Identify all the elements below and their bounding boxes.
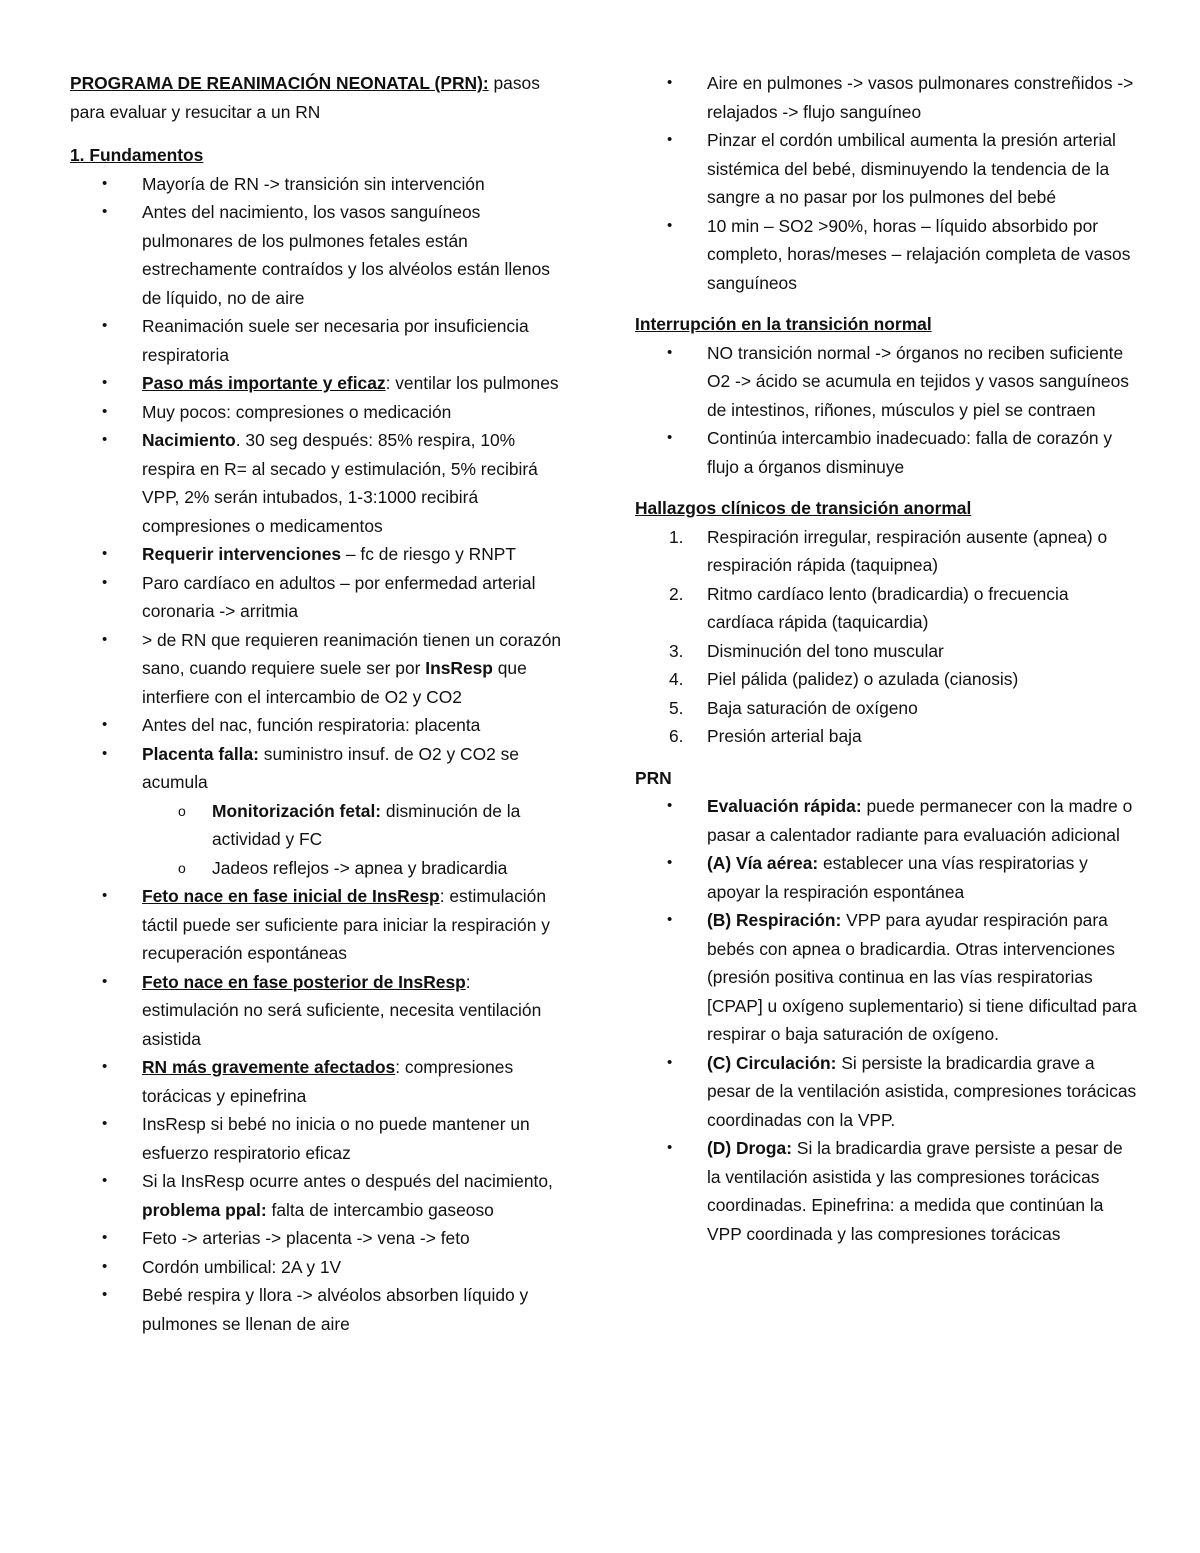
bullet-icon: • [102, 431, 108, 448]
list-item: • > de RN que requieren reanimación tienen un corazón sano, cuando requiere suele ser por InsResp que interfiere con el intercambio de O2 y CO2 [70, 626, 570, 712]
bullet-icon: • [102, 1172, 108, 1189]
list-item: • Reanimación suele ser necesaria por insuficiencia respiratoria [70, 312, 570, 369]
bullet-icon: • [667, 429, 673, 446]
sub-list [142, 797, 570, 883]
bullet-icon: • [102, 744, 108, 762]
bullet-icon: • [102, 1058, 108, 1075]
bullet-icon: • [102, 1115, 108, 1132]
list-item: • Evaluación rápida: puede permanecer con la madre o pasar a calentador radiante para evaluación adicional [635, 792, 1140, 849]
bullet-icon: • [667, 74, 673, 91]
list-item: • Muy pocos: compresiones o medicación [70, 398, 570, 427]
bullet-icon: • [102, 1286, 108, 1303]
bullet-icon: • [102, 317, 108, 334]
left-column [70, 69, 570, 1338]
list-item: • 10 min – SO2 >90%, horas – líquido absorbido por completo, horas/meses – relajación completa de vasos sanguíneos [635, 212, 1140, 298]
bullet-icon: • [667, 797, 673, 814]
numbered-item: 6. Presión arterial baja [669, 726, 862, 746]
bullet-icon: • [102, 545, 108, 562]
list-item: • Antes del nacimiento, los vasos sanguíneos pulmonares de los pulmones fetales están estrechamente contraídos y los alvéolos están llenos de líquido, no de aire [70, 198, 570, 312]
bullet-icon: • [102, 573, 108, 591]
bullet-icon: • [102, 374, 108, 391]
prn-list [635, 792, 1140, 1248]
list-item: • Pinzar el cordón umbilical aumenta la presión arterial sistémica del bebé, disminuyendo la tendencia de la sangre a no pasar por los pulmones del bebé [635, 126, 1140, 212]
bullet-icon: • [102, 887, 108, 904]
bullet-icon: • [102, 630, 108, 648]
bullet-icon: • [667, 1139, 673, 1156]
list-item: • Antes del nac, función respiratoria: placenta [70, 711, 570, 740]
list-item: • Aire en pulmones -> vasos pulmonares constreñidos -> relajados -> flujo sanguíneo [635, 69, 1140, 126]
numbered-item: 4. Piel pálida (palidez) o azulada (cianosis) [669, 669, 1019, 689]
bullet-icon: • [102, 972, 108, 990]
section-heading-interrupcion: Interrupción en la transición normal [635, 314, 932, 334]
circle-bullet-icon: o [178, 859, 186, 876]
sub-list-item: o Jadeos reflejos -> apnea y bradicardia [142, 854, 570, 883]
list-item: • Si la InsResp ocurre antes o después del nacimiento, problema ppal: falta de intercambio gaseoso [70, 1167, 570, 1224]
list-item: • Requerir intervenciones – fc de riesgo y RNPT [70, 540, 570, 569]
title-rest: pasos para evaluar y resucitar a un RN [70, 73, 540, 122]
list-item: • Feto nace en fase posterior de InsResp: estimulación no será suficiente, necesita ventilación asistida [70, 968, 570, 1054]
bullet-icon: • [667, 854, 673, 871]
list-item: • Nacimiento. 30 seg después: 85% respira, 10% respira en R= al secado y estimulación, 5% recibirá VPP, 2% serán intubados, 1-3:1000 recibirá compresiones o medicamentos [70, 426, 570, 540]
list-item: • NO transición normal -> órganos no reciben suficiente O2 -> ácido se acumula en tejidos y vasos sanguíneos de intestinos, riñones, músculos y piel se contraen [635, 339, 1140, 425]
bullet-icon: • [667, 131, 673, 148]
bullet-icon: • [667, 1053, 673, 1071]
document-title [70, 69, 570, 126]
list-item: • (D) Droga: Si la bradicardia grave persiste a pesar de la ventilación asistida y las compresiones torácicas coordinadas. Epinefrina: a medida que continúan la VPP coordinada y las compresiones torácicas [635, 1134, 1140, 1248]
fundamentos-list [70, 170, 570, 1339]
bullet-icon: • [667, 216, 673, 234]
sub-list-item: o Monitorización fetal: disminución de la actividad y FC [142, 797, 570, 854]
list-item: • (B) Respiración: VPP para ayudar respiración para bebés con apnea o bradicardia. Otras intervenciones (presión positiva continua en las vías respiratorias [CPAP] u oxígeno suplementario) si tiene dificultad para respirar o baja saturación de oxígeno. [635, 906, 1140, 1049]
list-item: • RN más gravemente afectados: compresiones torácicas y epinefrina [70, 1053, 570, 1110]
list-item: • Feto -> arterias -> placenta -> vena -> feto [70, 1224, 570, 1253]
bullet-icon: • [667, 911, 673, 928]
list-item: • (C) Circulación: Si persiste la bradicardia grave a pesar de la ventilación asistida, compresiones torácicas coordinadas con la VPP. [635, 1049, 1140, 1135]
bullet-icon: • [102, 402, 108, 420]
circle-bullet-icon: o [178, 802, 186, 819]
list-item: • Placenta falla: suministro insuf. de O2 y CO2 se acumula o Monitorización fetal: disminución de la actividad y FC o Jadeos reflejos -> apnea y bradicardia [70, 740, 570, 883]
list-item: • InsResp si bebé no inicia o no puede mantener un esfuerzo respiratorio eficaz [70, 1110, 570, 1167]
list-item: • Continúa intercambio inadecuado: falla de corazón y flujo a órganos disminuye [635, 424, 1140, 481]
list-item: • (A) Vía aérea: establecer una vías respiratorias y apoyar la respiración espontánea [635, 849, 1140, 906]
section-heading-hallazgos: Hallazgos clínicos de transición anormal [635, 498, 972, 518]
bullet-icon: • [102, 203, 108, 220]
section-heading-prn: PRN [635, 767, 672, 788]
list-item: • Mayoría de RN -> transición sin intervención [70, 170, 570, 199]
bullet-icon: • [102, 1229, 108, 1246]
title-bold: PROGRAMA DE REANIMACIÓN NEONATAL (PRN): [70, 73, 489, 93]
bullet-icon: • [102, 174, 108, 192]
transition-list [635, 69, 1140, 297]
bullet-icon: • [102, 1257, 108, 1275]
interrupcion-list [635, 339, 1140, 482]
list-item: • Feto nace en fase inicial de InsResp: estimulación táctil puede ser suficiente para iniciar la respiración y recuperación espontáneas [70, 882, 570, 968]
list-item: • Paso más importante y eficaz: ventilar los pulmones [70, 369, 570, 398]
list-item: • Cordón umbilical: 2A y 1V [70, 1253, 570, 1282]
list-item: • Paro cardíaco en adultos – por enfermedad arterial coronaria -> arritmia [70, 569, 570, 626]
right-column [635, 69, 1140, 1248]
numbered-item: 5. Baja saturación de oxígeno [669, 697, 918, 718]
numbered-item: 1. Respiración irregular, respiración ausente (apnea) o respiración rápida (taquipnea) [669, 526, 1108, 575]
numbered-item: 2. Ritmo cardíaco lento (bradicardia) o frecuencia cardíaca rápida (taquicardia) [669, 583, 1069, 632]
list-item: • Bebé respira y llora -> alvéolos absorben líquido y pulmones se llenan de aire [70, 1281, 570, 1338]
bullet-icon: • [102, 716, 108, 733]
bullet-icon: • [667, 343, 673, 361]
hallazgos-list [635, 523, 1140, 751]
section-heading-fundamentos: 1. Fundamentos [70, 145, 204, 165]
numbered-item: 3. Disminución del tono muscular [669, 640, 944, 661]
